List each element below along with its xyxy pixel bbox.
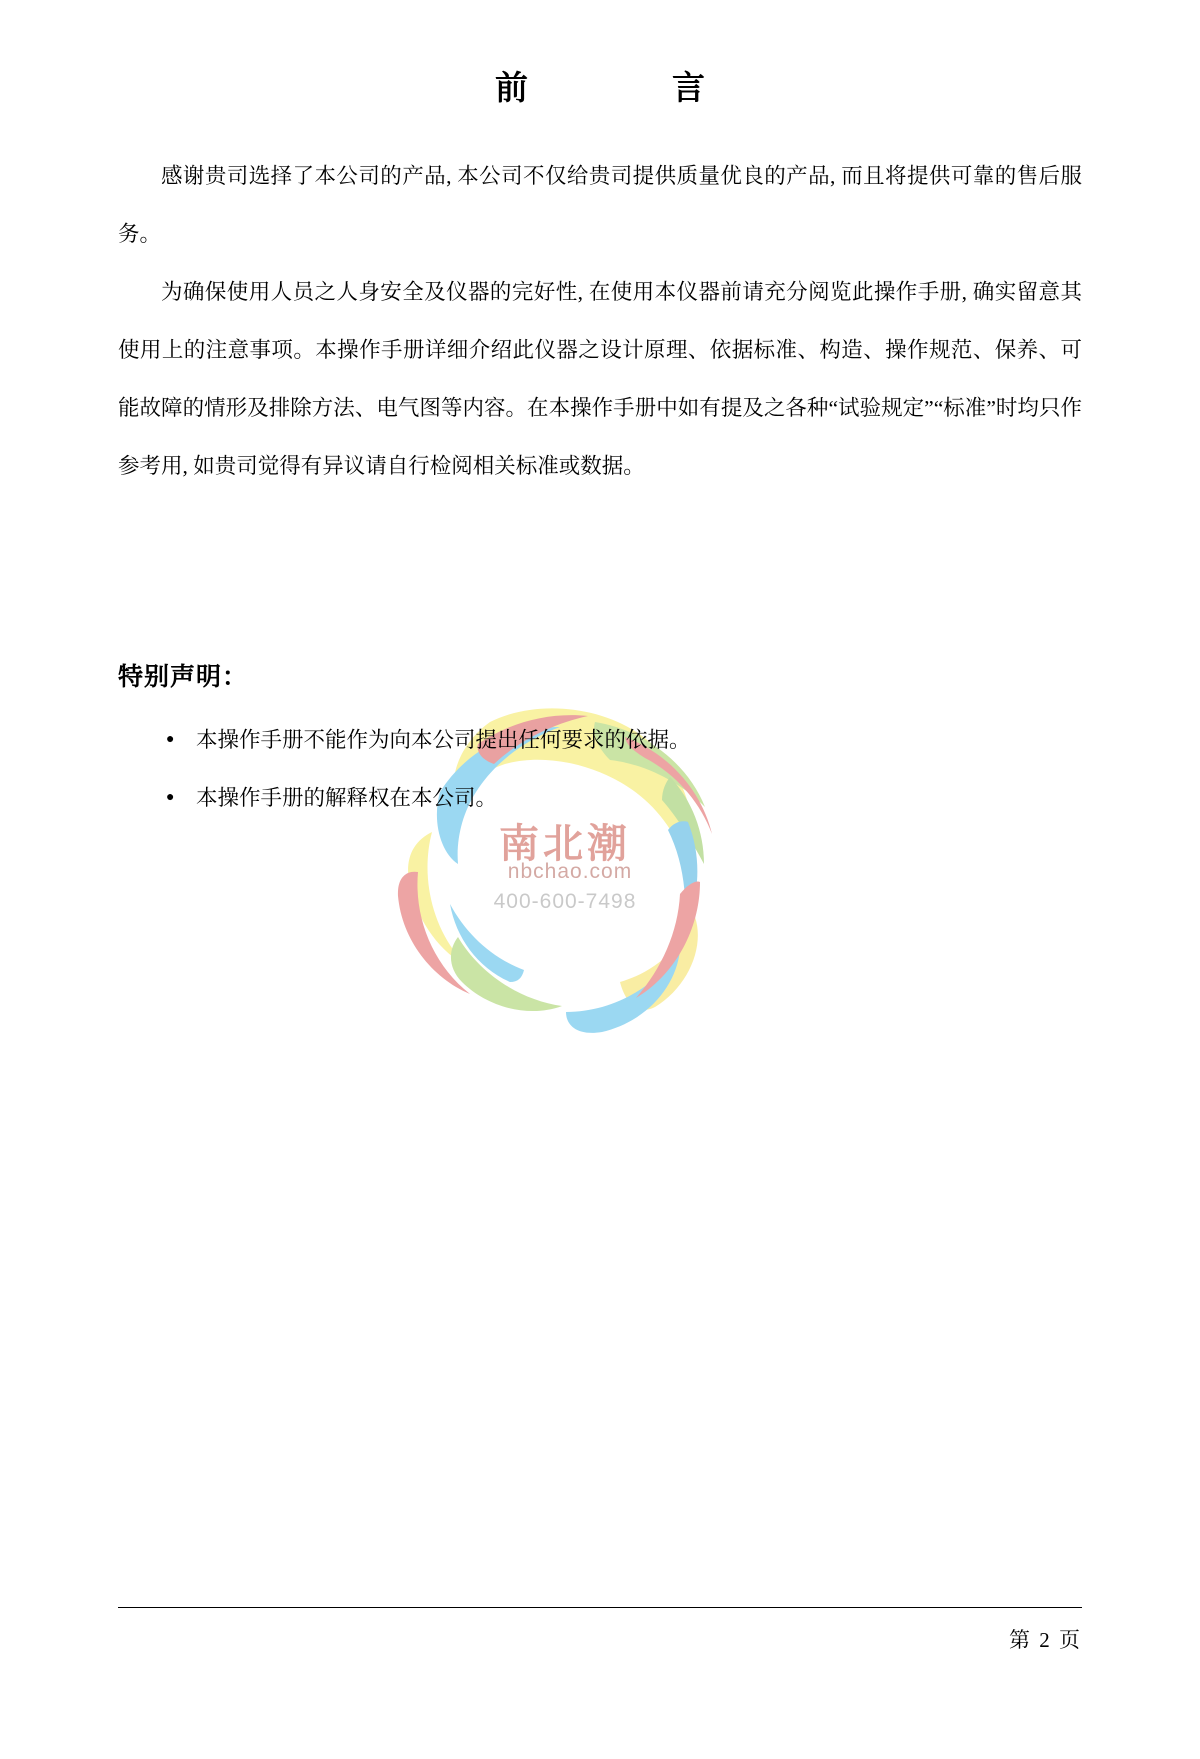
list-item: ● 本操作手册的解释权在本公司。: [166, 769, 1082, 827]
paragraph-2: 为确保使用人员之人身安全及仪器的完好性, 在使用本仪器前请充分阅览此操作手册, 确实留意其使用上的注意事项。本操作手册详细介绍此仪器之设计原理、依据标准、构造、操作规范、保养、可能故障的情形及排除方法、电气图等内容。在本操作手册中如有提及之各种“试验规定”“标准”时均只作参考用, 如贵司觉得有异议请自行检阅相关标准或数据。: [118, 280, 1082, 478]
document-page: [0, 62, 1200, 1759]
declaration-list: [118, 711, 1082, 827]
page-number: 第 2 页: [1009, 1628, 1082, 1652]
document-content: [0, 62, 1200, 827]
paragraph-1: 感谢贵司选择了本公司的产品, 本公司不仅给贵司提供质量优良的产品, 而且将提供可靠的售后服务。: [118, 164, 1082, 246]
watermark-logo-text: 南北潮: [499, 821, 631, 866]
list-item: ● 本操作手册不能作为向本公司提出任何要求的依据。: [166, 711, 1082, 769]
declaration-heading: 特别声明：: [118, 664, 249, 691]
watermark-domain-text: nbchao.com: [507, 860, 633, 883]
watermark-phone-text: 400-600-7498: [493, 890, 637, 913]
page-footer: [118, 1607, 1082, 1654]
page-title: 前 言: [495, 71, 731, 107]
footer-divider: [118, 1607, 1082, 1608]
